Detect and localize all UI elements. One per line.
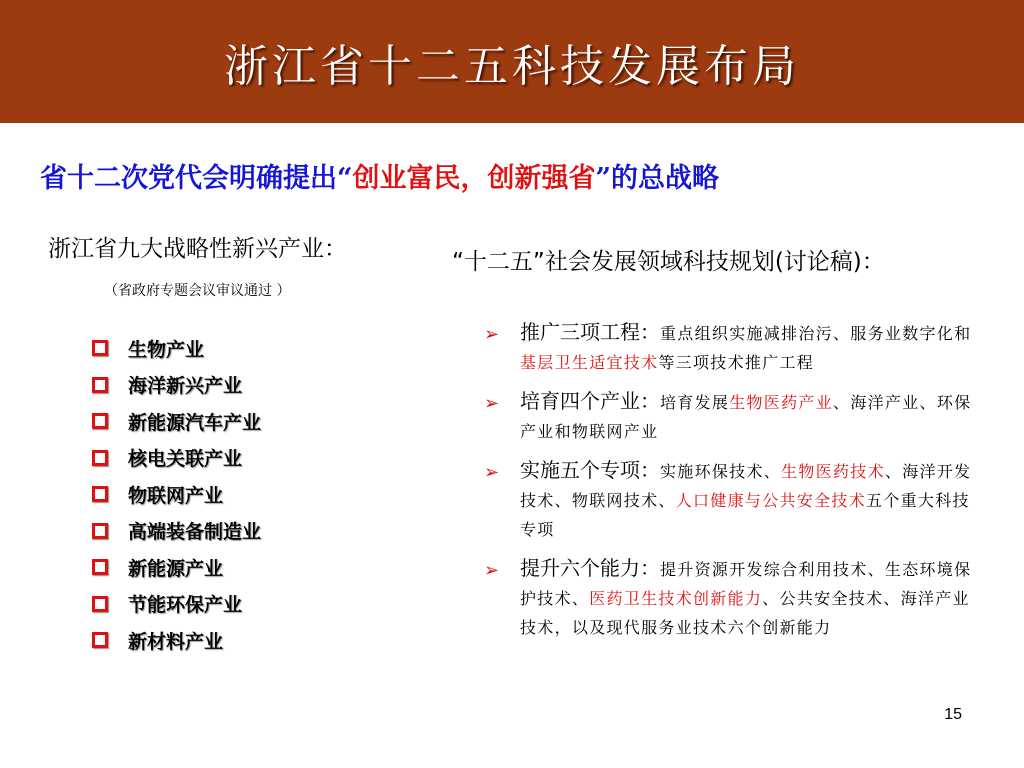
red-square-bullet-icon bbox=[92, 632, 108, 648]
industry-list bbox=[92, 330, 261, 659]
page-number: 15 bbox=[944, 706, 962, 723]
list-item-label: 新能源汽车产业 bbox=[128, 411, 262, 434]
red-square-bullet-icon bbox=[92, 413, 108, 429]
plan-item-lead: 培育四个产业： bbox=[520, 389, 660, 413]
list-item bbox=[92, 440, 261, 477]
subtitle-highlight: 创业富民，创新强省 bbox=[352, 163, 596, 194]
plan-item bbox=[484, 554, 984, 642]
plan-item bbox=[484, 456, 984, 544]
plan-item bbox=[484, 318, 984, 377]
arrow-bullet-icon: ➢ bbox=[484, 393, 501, 414]
arrow-bullet-icon: ➢ bbox=[484, 560, 501, 581]
arrow-bullet-icon: ➢ bbox=[484, 324, 501, 345]
plan-item bbox=[484, 387, 984, 446]
list-item bbox=[92, 476, 261, 513]
plan-item-highlight: 基层卫生适宜技术 bbox=[520, 353, 659, 372]
list-item bbox=[92, 513, 261, 550]
plan-item-lead: 实施五个专项： bbox=[520, 458, 660, 482]
subtitle-suffix: ”的总战略 bbox=[595, 163, 720, 194]
left-heading: 浙江省九大战略性新兴产业： bbox=[48, 236, 347, 262]
list-item-label: 海洋新兴产业 bbox=[128, 375, 243, 398]
plan-item-highlight: 生物医药产业 bbox=[729, 393, 834, 412]
list-item-label: 高端装备制造业 bbox=[128, 521, 262, 544]
list-item-label: 物联网产业 bbox=[128, 484, 224, 507]
left-note: （省政府专题会议审议通过 ） bbox=[104, 283, 291, 299]
plan-item-text: 提升资源开发综合利用技术、生态环境保护技术、 bbox=[520, 560, 972, 608]
plan-item-lead: 提升六个能力： bbox=[520, 556, 660, 580]
list-item-label: 新材料产业 bbox=[128, 630, 224, 653]
plan-item-text: 、公共安全技术、海洋产业技术，以及现代服务业技术六个创新能力 bbox=[520, 589, 970, 637]
list-item bbox=[92, 330, 261, 367]
arrow-bullet-icon: ➢ bbox=[484, 462, 501, 483]
plan-item-highlight: 人口健康与公共安全技术 bbox=[675, 491, 867, 510]
plan-item-lead: 推广三项工程： bbox=[520, 320, 660, 344]
red-square-bullet-icon bbox=[92, 486, 108, 502]
subtitle bbox=[40, 156, 1000, 195]
red-square-bullet-icon bbox=[92, 559, 108, 575]
plan-item-text: 、海洋产业、环保产业和物联网产业 bbox=[520, 393, 972, 441]
plan-item-highlight: 医药卫生技术创新能力 bbox=[589, 589, 763, 608]
subtitle-prefix: 省十二次党代会明确提出“ bbox=[40, 163, 353, 194]
list-item-label: 核电关联产业 bbox=[128, 448, 243, 471]
plan-item-text: 重点组织实施减排治污、服务业数字化和 bbox=[660, 324, 972, 343]
plan-item-text: 等三项技术推广工程 bbox=[658, 353, 815, 372]
plan-item-highlight: 生物医药技术 bbox=[781, 462, 885, 481]
plan-item-text: 、海洋开发技术、物联网技术、 bbox=[520, 462, 972, 510]
red-square-bullet-icon bbox=[92, 377, 108, 393]
list-item-label: 生物产业 bbox=[128, 338, 205, 361]
plan-list bbox=[484, 318, 984, 652]
list-item bbox=[92, 367, 261, 404]
plan-item-text: 实施环保技术、 bbox=[660, 462, 782, 481]
list-item bbox=[92, 549, 261, 586]
red-square-bullet-icon bbox=[92, 340, 108, 356]
list-item bbox=[92, 622, 261, 659]
right-heading: “十二五”社会发展领域科技规划(讨论稿)： bbox=[452, 249, 885, 275]
list-item bbox=[92, 403, 261, 440]
plan-item-text: 五个重大科技专项 bbox=[520, 491, 970, 539]
page-title: 浙江省十二五科技发展布局 bbox=[224, 40, 800, 92]
list-item bbox=[92, 586, 261, 623]
red-square-bullet-icon bbox=[92, 596, 108, 612]
red-square-bullet-icon bbox=[92, 523, 108, 539]
list-item-label: 节能环保产业 bbox=[128, 594, 243, 617]
plan-item-text: 培育发展 bbox=[660, 393, 730, 412]
red-square-bullet-icon bbox=[92, 450, 108, 466]
list-item-label: 新能源产业 bbox=[128, 557, 224, 580]
title-bar bbox=[0, 0, 1024, 123]
